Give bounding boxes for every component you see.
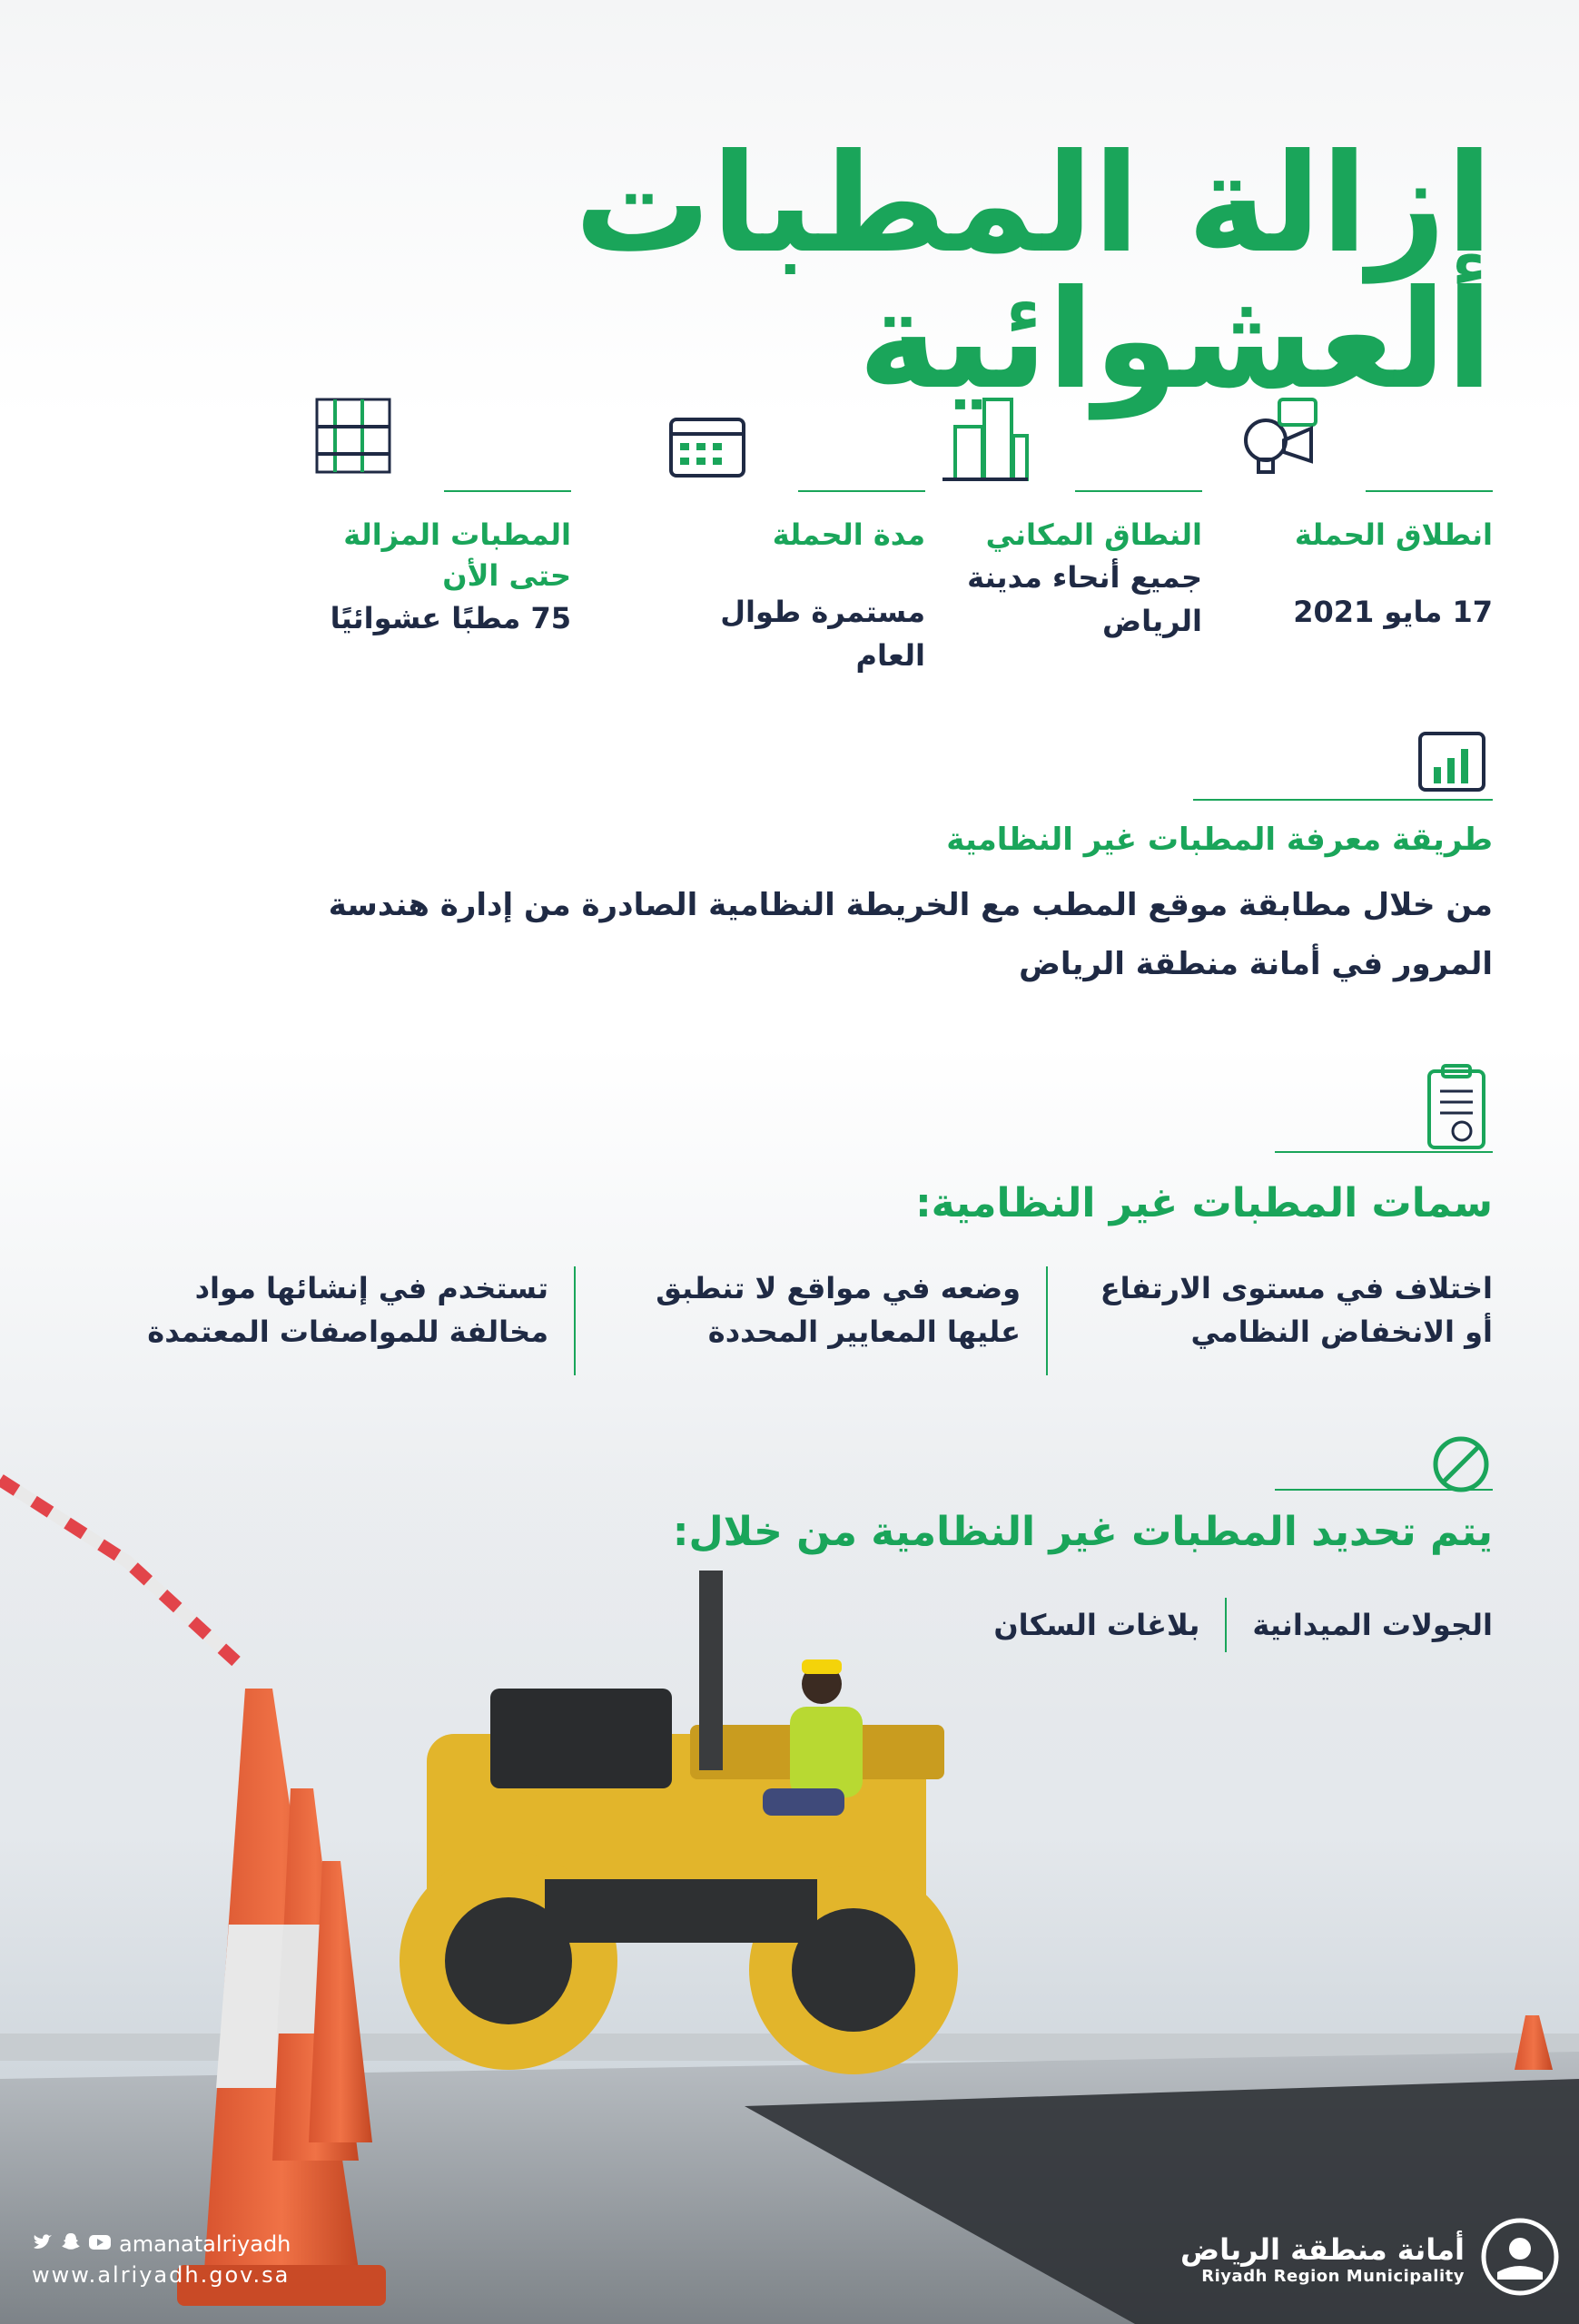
megaphone-bulb-icon [1229,390,1493,481]
social-links [32,2231,291,2257]
stat-value: مستمرة طوال العام [720,594,925,673]
stat-campaign-duration [662,390,925,677]
stat-spatial-scope [939,390,1202,643]
stat-underline [444,490,571,492]
features-list [104,1266,1493,1375]
municipality-names [1180,2232,1465,2286]
features-heading: سمات المطبات غير النظامية: [915,1180,1493,1226]
road-map-icon [308,390,571,481]
clipboard-icon [1420,1062,1493,1153]
feature-item: وضعه في مواقع لا تنطبق عليها المعايير المحددة [574,1266,1046,1375]
stat-value: 75 مطبًا عشوائيًا [330,600,571,635]
website-link[interactable]: www.alriyadh.gov.sa [32,2262,291,2288]
stat-removed-bumps [308,390,571,640]
stat-label: المطبات المزالة حتى الأن [343,517,571,593]
social-handle[interactable]: amanatalriyadh [119,2231,291,2257]
stat-underline [1075,490,1202,492]
city-buildings-icon [939,390,1202,481]
calendar-icon [662,390,925,481]
org-name-ar: أمانة منطقة الرياض [1180,2231,1465,2267]
org-name-en: Riyadh Region Municipality [1201,2266,1465,2286]
how-to-identify-heading: طريقة معرفة المطبات غير النظامية [946,822,1493,858]
methods-heading: يتم تحديد المطبات غير النظامية من خلال: [672,1509,1493,1555]
municipality-brand [1180,2216,1561,2301]
twitter-icon[interactable] [32,2231,54,2257]
stat-label: النطاق المكاني [985,517,1202,552]
feature-item: اختلاف في مستوى الارتفاع أو الانخفاض النظامي [1046,1266,1493,1375]
stat-campaign-launch [1229,390,1493,634]
stat-label: مدة الحملة [772,517,925,552]
road-roller-scene [0,1452,1579,2324]
method-item: الجولات الميدانية [1225,1598,1493,1652]
how-to-identify-body: من خلال مطابقة موقع المطب مع الخريطة النظامية الصادرة من إدارة هندسة المرور في أمانة منطقة الرياض [328,887,1493,982]
stat-underline [798,490,925,492]
no-entry-icon [1429,1433,1493,1496]
snapchat-icon[interactable] [61,2231,81,2257]
section-divider [1193,799,1493,801]
footer-contact [32,2231,291,2288]
municipality-logo-icon [1479,2216,1561,2301]
stat-underline [1366,490,1493,492]
stat-label: انطلاق الحملة [1294,517,1493,552]
stat-value: 17 مايو 2021 [1293,594,1493,629]
youtube-icon[interactable] [88,2231,112,2257]
feature-item: تستخدم في إنشائها مواد مخالفة للمواصفات المعتمدة [147,1271,548,1349]
chart-report-icon [1411,726,1493,799]
section-divider [1275,1151,1493,1153]
page-title: إزالة المطبات العشوائية [574,125,1493,419]
section-divider [1275,1489,1493,1491]
method-item: بلاغات السكان [993,1608,1200,1642]
stat-value: جميع أنحاء مدينة الرياض [967,559,1202,638]
methods-list [968,1598,1493,1652]
